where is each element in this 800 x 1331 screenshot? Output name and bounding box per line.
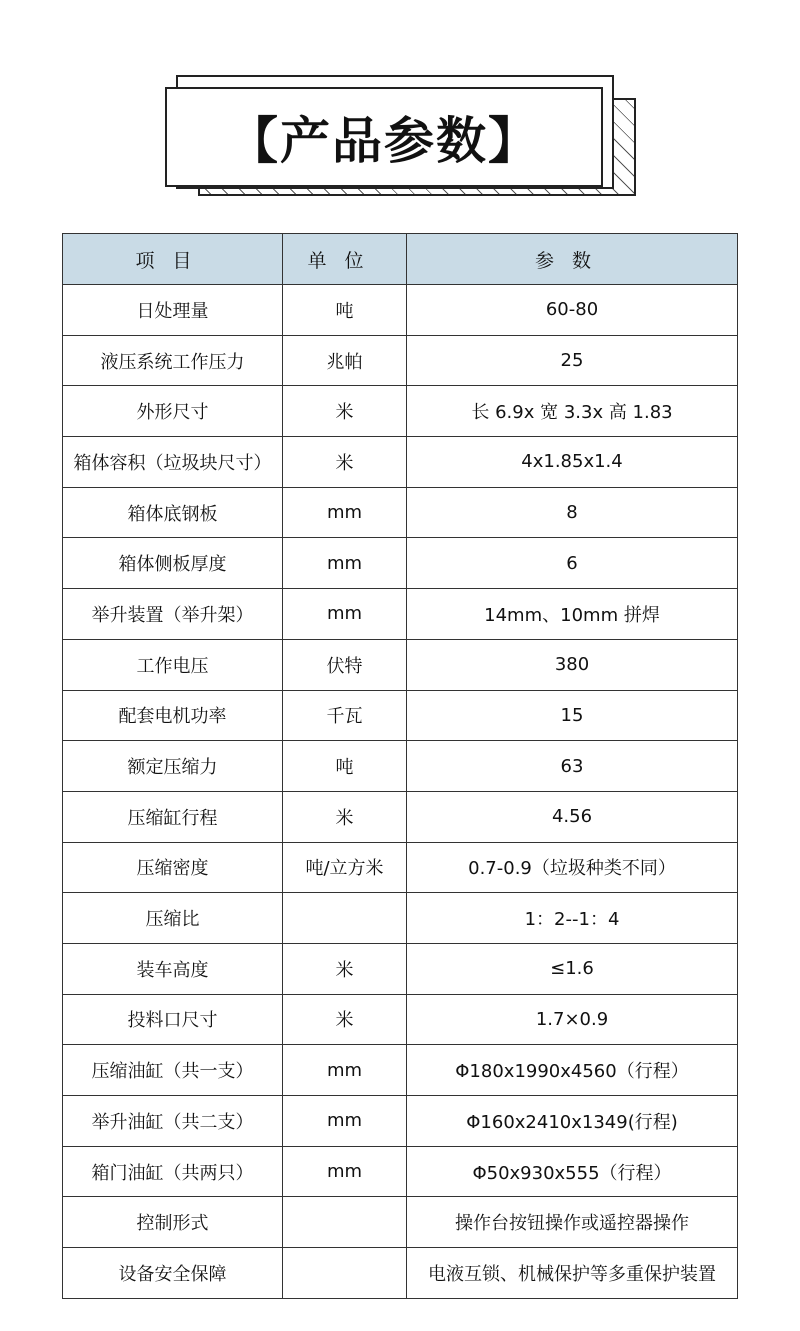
cell-unit: 吨 bbox=[283, 741, 407, 792]
banner-front-frame bbox=[165, 87, 603, 187]
cell-unit: 米 bbox=[283, 437, 407, 488]
cell-item: 举升油缸（共二支） bbox=[63, 1096, 283, 1147]
table-row bbox=[63, 538, 738, 589]
cell-item: 额定压缩力 bbox=[63, 741, 283, 792]
table-row bbox=[63, 1096, 738, 1147]
cell-value: 15 bbox=[407, 690, 738, 741]
table-row bbox=[63, 842, 738, 893]
table-row bbox=[63, 285, 738, 336]
cell-item: 箱门油缸（共两只） bbox=[63, 1146, 283, 1197]
cell-value: 1：2--1：4 bbox=[407, 893, 738, 944]
cell-unit: 米 bbox=[283, 994, 407, 1045]
cell-unit: 千瓦 bbox=[283, 690, 407, 741]
table-row bbox=[63, 1197, 738, 1248]
cell-unit: mm bbox=[283, 538, 407, 589]
table-row bbox=[63, 994, 738, 1045]
cell-value: Φ180x1990x4560（行程） bbox=[407, 1045, 738, 1096]
cell-value: 63 bbox=[407, 741, 738, 792]
table-row bbox=[63, 893, 738, 944]
cell-item: 外形尺寸 bbox=[63, 386, 283, 437]
table-row bbox=[63, 487, 738, 538]
cell-item: 压缩比 bbox=[63, 893, 283, 944]
header-item: 项目 bbox=[63, 234, 283, 285]
table-row bbox=[63, 1146, 738, 1197]
product-parameters-table bbox=[62, 233, 738, 1299]
cell-item: 压缩油缸（共一支） bbox=[63, 1045, 283, 1096]
cell-item: 配套电机功率 bbox=[63, 690, 283, 741]
table-row bbox=[63, 1248, 738, 1299]
table-row bbox=[63, 386, 738, 437]
cell-unit: mm bbox=[283, 1096, 407, 1147]
cell-unit: 吨/立方米 bbox=[283, 842, 407, 893]
table-row bbox=[63, 741, 738, 792]
header-unit: 单位 bbox=[283, 234, 407, 285]
cell-item: 控制形式 bbox=[63, 1197, 283, 1248]
cell-value: 60-80 bbox=[407, 285, 738, 336]
cell-value: Φ50x930x555（行程） bbox=[407, 1146, 738, 1197]
cell-unit: 兆帕 bbox=[283, 335, 407, 386]
cell-unit: 米 bbox=[283, 386, 407, 437]
table-row bbox=[63, 943, 738, 994]
cell-value: 电液互锁、机械保护等多重保护装置 bbox=[407, 1248, 738, 1299]
cell-unit: 吨 bbox=[283, 285, 407, 336]
cell-unit: mm bbox=[283, 589, 407, 640]
cell-value: 操作台按钮操作或遥控器操作 bbox=[407, 1197, 738, 1248]
table-row bbox=[63, 791, 738, 842]
cell-value: 380 bbox=[407, 639, 738, 690]
cell-item: 装车高度 bbox=[63, 943, 283, 994]
cell-item: 日处理量 bbox=[63, 285, 283, 336]
cell-value: ≤1.6 bbox=[407, 943, 738, 994]
cell-unit bbox=[283, 1197, 407, 1248]
table-header-row bbox=[63, 234, 738, 285]
cell-value: 1.7×0.9 bbox=[407, 994, 738, 1045]
cell-unit: mm bbox=[283, 1045, 407, 1096]
cell-item: 箱体侧板厚度 bbox=[63, 538, 283, 589]
title-banner bbox=[160, 70, 640, 200]
cell-item: 设备安全保障 bbox=[63, 1248, 283, 1299]
cell-item: 箱体容积（垃圾块尺寸） bbox=[63, 437, 283, 488]
table-row bbox=[63, 1045, 738, 1096]
cell-unit: 米 bbox=[283, 791, 407, 842]
cell-unit: mm bbox=[283, 1146, 407, 1197]
cell-item: 举升装置（举升架） bbox=[63, 589, 283, 640]
cell-value: 4.56 bbox=[407, 791, 738, 842]
cell-value: 8 bbox=[407, 487, 738, 538]
table-row bbox=[63, 639, 738, 690]
cell-unit bbox=[283, 893, 407, 944]
cell-item: 箱体底钢板 bbox=[63, 487, 283, 538]
cell-unit: 米 bbox=[283, 943, 407, 994]
cell-item: 压缩密度 bbox=[63, 842, 283, 893]
cell-item: 投料口尺寸 bbox=[63, 994, 283, 1045]
cell-value: 6 bbox=[407, 538, 738, 589]
table-row bbox=[63, 589, 738, 640]
table-row bbox=[63, 690, 738, 741]
cell-value: 4x1.85x1.4 bbox=[407, 437, 738, 488]
cell-item: 液压系统工作压力 bbox=[63, 335, 283, 386]
cell-unit bbox=[283, 1248, 407, 1299]
cell-value: 长 6.9x 宽 3.3x 高 1.83 bbox=[407, 386, 738, 437]
table-row bbox=[63, 437, 738, 488]
cell-unit: 伏特 bbox=[283, 639, 407, 690]
header-value: 参数 bbox=[407, 234, 738, 285]
cell-value: 25 bbox=[407, 335, 738, 386]
table-row bbox=[63, 335, 738, 386]
table-body bbox=[63, 285, 738, 1299]
cell-value: 14mm、10mm 拼焊 bbox=[407, 589, 738, 640]
cell-value: 0.7-0.9（垃圾种类不同） bbox=[407, 842, 738, 893]
cell-item: 压缩缸行程 bbox=[63, 791, 283, 842]
page-title: 【产品参数】 bbox=[228, 112, 540, 170]
cell-unit: mm bbox=[283, 487, 407, 538]
cell-value: Φ160x2410x1349(行程) bbox=[407, 1096, 738, 1147]
cell-item: 工作电压 bbox=[63, 639, 283, 690]
